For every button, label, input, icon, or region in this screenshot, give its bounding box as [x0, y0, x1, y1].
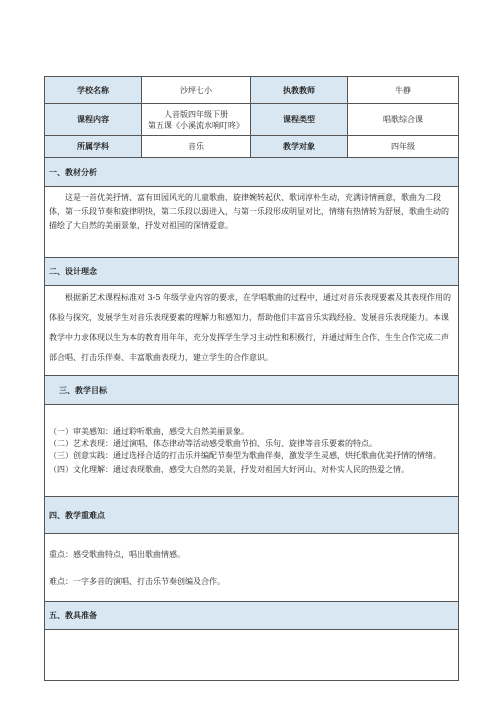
- key-points-body: [45, 534, 459, 602]
- section-header-objectives: [45, 376, 459, 405]
- section-body-concept: [45, 286, 459, 376]
- objective-item: （二）艺术表现：通过演唱、体态律动等活动感受歌曲节拍、乐句、旋律等音乐要素的特点。: [49, 438, 377, 448]
- analysis-heading: 一、教材分析: [45, 158, 459, 187]
- section-header-key-points: [45, 497, 459, 534]
- objective-item: （四）文化理解：通过表现歌曲，感受大自然的美景，抒发对祖国大好河山、对朴实人民的热爱之情。: [49, 464, 409, 474]
- concept-heading: 二、设计理念: [45, 258, 459, 286]
- info-row-subject: [45, 136, 459, 158]
- lesson-plan-table: [44, 76, 459, 681]
- preparation-body: [45, 630, 459, 681]
- preparation-heading: 五、教具准备: [45, 602, 459, 630]
- target-value: 四年级: [348, 136, 459, 158]
- section-body-objectives: [45, 405, 459, 497]
- section-header-concept: [45, 258, 459, 286]
- section-header-preparation: [45, 602, 459, 630]
- subject-label: 所属学科: [45, 136, 142, 158]
- school-label: 学校名称: [45, 77, 142, 104]
- section-body-key-points: [45, 534, 459, 602]
- section-header-analysis: [45, 158, 459, 187]
- type-value: 唱歌综合课: [348, 104, 459, 136]
- teacher-label: 执教教师: [251, 77, 348, 104]
- objective-item: （一）审美感知：通过聆听歌曲，感受大自然美丽景象。: [49, 426, 249, 436]
- objectives-list: [45, 405, 459, 497]
- content-label: 课程内容: [45, 104, 142, 136]
- type-label: 课程类型: [251, 104, 348, 136]
- analysis-text: 这是一首优美抒情、富有田园风光的儿童歌曲，旋律婉转起伏、歌词淳朴生动，充满诗情画意，歌曲为二段体，第一乐段节奏和旋律明快，第二乐段以弱进入，与第一乐段形成明显对比，情绪有热情转为舒展，歌曲生动的描绘了大自然的美丽景象，抒发对祖国的深情爱意。: [45, 187, 459, 258]
- objectives-heading: 三、教学目标: [45, 376, 459, 405]
- concept-text: 根据新艺术课程标准对 3-5 年级学业内容的要求，在学唱歌曲的过程中，通过对音乐表现要素及其表现作用的体验与探究，发展学生对音乐表现要素的理解力和感知力，帮助他们丰富音乐实践经验、发展音乐表现能力。本课教学中力求体现以生为本的教育用年年，充分发挥学生学习主动性和积极行，并通过师生合作、生生合作完成二声部合唱、打击乐伴奏、丰富歌曲表现力，建立学生的合作意识。: [45, 286, 459, 376]
- info-row-school: [45, 77, 459, 104]
- school-value: 沙坪七小: [142, 77, 251, 104]
- key-points-heading: 四、教学重难点: [45, 497, 459, 534]
- content-value-line2: 第五课《小溪流水响叮咚》: [148, 120, 244, 130]
- difficult-point-text: 难点：一字多音的演唱、打击乐节奏创编及合作。: [49, 576, 225, 586]
- content-value-line1: 人音版四年级下册: [164, 109, 228, 119]
- section-body-preparation: [45, 630, 459, 681]
- key-point-text: 重点：感受歌曲特点，唱出歌曲情感。: [49, 549, 185, 559]
- section-body-analysis: [45, 187, 459, 258]
- objective-item: （三）创意实践：通过选择合适的打击乐并编配节奏型为歌曲伴奏，激发学生灵感，烘托歌曲优美抒情的情绪。: [49, 450, 441, 460]
- subject-value: 音乐: [142, 136, 251, 158]
- content-value: [142, 104, 251, 136]
- info-row-content: [45, 104, 459, 136]
- teacher-value: 牛静: [348, 77, 459, 104]
- target-label: 教学对象: [251, 136, 348, 158]
